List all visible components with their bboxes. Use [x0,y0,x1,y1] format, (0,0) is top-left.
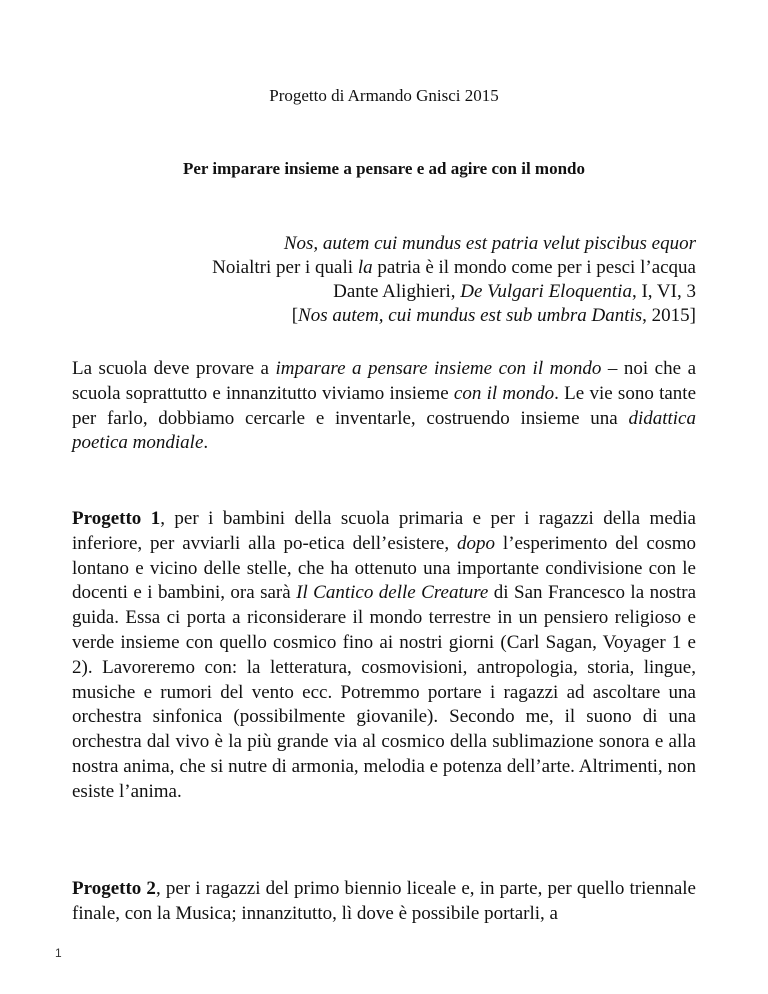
page-number: 1 [55,946,62,960]
paragraph-project-1 [72,507,696,805]
project-2-label: Progetto 2 [72,878,156,899]
epigraph-ref: , I, VI, 3 [631,281,696,302]
paragraph-intro-em-1: imparare a pensare insieme con il mondo [275,358,602,379]
epigraph-translation-em: la [357,257,373,278]
epigraph-work: De Vulgari Eloquentia [460,281,632,302]
epigraph-author: Dante Alighieri, [333,281,461,302]
paragraph-intro-em-3: didattica poetica mondiale [72,407,696,454]
document-title: Progetto di Armando Gnisci 2015 [269,86,499,105]
epigraph-variant-line [96,304,696,328]
project-2-text-1: , per i ragazzi del primo biennio liceale e, in parte, per quello triennale finale, con la Musica; innanzitutto, lì dove è possibile portarli, a [72,878,696,924]
epigraph-variant-open: [ [291,305,299,326]
project-1-text-2: l’esperimento del cosmo lontano e vicino delle stelle, che ha ottenuto una importante condivisione con le docenti e i bambini, ora sarà [72,532,697,604]
project-1-text-1: , per i bambini della scuola primaria e per i ragazzi della media inferiore, per avviarli alla po-etica dell’esistere, [72,508,696,554]
document-subtitle: Per imparare insieme a pensare e ad agire con il mondo [183,159,585,178]
project-1-em-1: dopo [457,532,496,554]
epigraph-variant-close: , 2015] [642,305,696,326]
epigraph-latin-line [96,232,696,256]
epigraph-translation-pre: Noialtri per i quali [212,257,358,278]
epigraph [96,232,696,328]
epigraph-latin: Nos, autem cui mundus est patria velut piscibus equor [283,233,696,254]
paragraph-intro-text-4: . [203,432,209,454]
epigraph-translation-post: patria è il mondo come per i pesci l’acqua [372,257,696,278]
epigraph-translation-line [96,256,696,280]
paragraph-intro [72,357,696,456]
project-1-em-2: Il Cantico delle Creature [296,582,489,604]
paragraph-intro-text-1: La scuola deve provare a [72,358,276,379]
epigraph-variant-title: Nos autem, cui mundus est sub umbra Dantis [298,305,643,326]
project-1-label: Progetto 1 [72,508,161,529]
paragraph-intro-text-3: . Le vie sono tante per farlo, dobbiamo cercarle e inventarle, costruendo insieme una [72,382,697,429]
paragraph-project-2 [72,877,696,927]
epigraph-attribution-line [96,280,696,304]
project-1-text-3: di San Francesco la nostra guida. Essa ci porta a riconsiderare il mondo terrestre in un pensiero religioso e verde insieme con quello cosmico fino ai nostri giorni (Carl Sagan, Voyager 1 e 2). Lavoreremo con: la letteratura, cosmovisioni, antropologia, storia, lingue, musiche e rumori del vento ecc. Potremmo portare i ragazzi ad ascoltare una orchestra sinfonica (possibilmente giovanile). Secondo me, il suono di una orchestra dal vivo è la più grande via al cosmico della sublimazione sonora e alla nostra anima, che si nutre di armonia, melodia e potenza dell’arte. Altrimenti, non esiste l’anima. [72,582,696,802]
paragraph-intro-em-2: con il mondo [453,382,555,404]
paragraph-intro-text-2: – noi che a scuola soprattutto e innanzitutto viviamo insieme [72,358,697,404]
